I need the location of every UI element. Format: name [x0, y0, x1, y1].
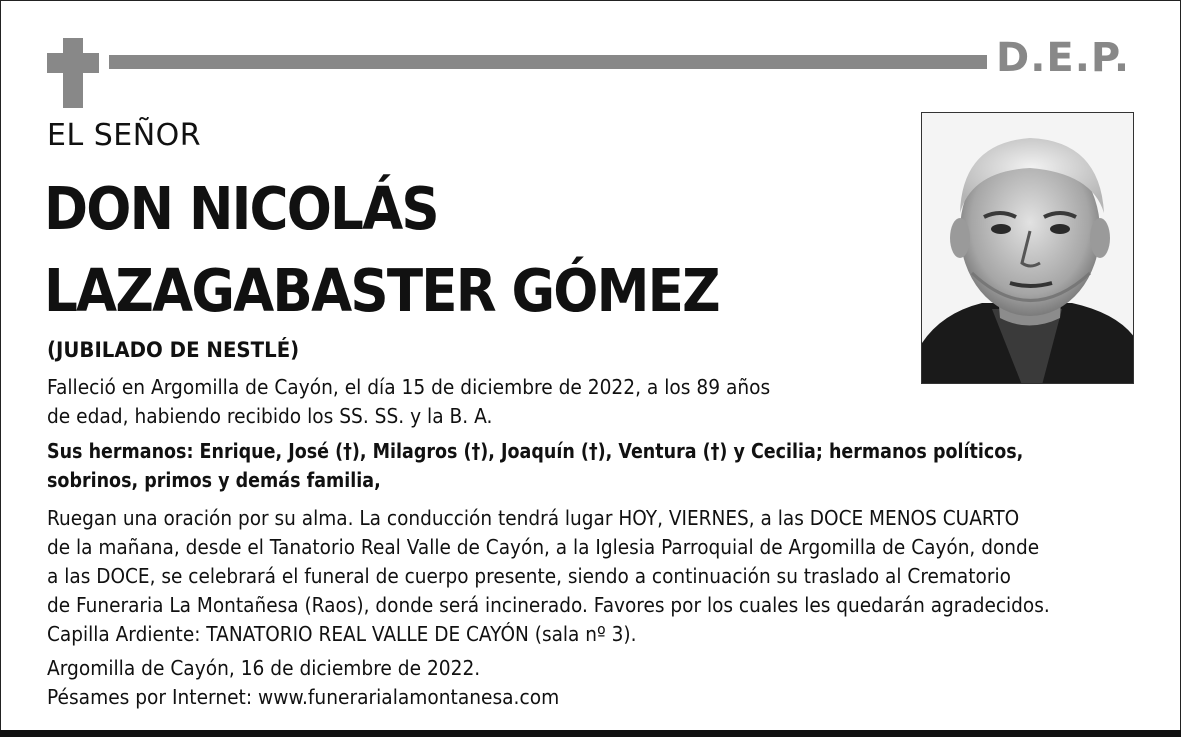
footer-info — [47, 654, 559, 712]
text-line: Falleció en Argomilla de Cayón, el día 15 de diciembre de 2022, a los 89 años — [47, 375, 771, 399]
dep-label: D.E.P. — [996, 35, 1131, 81]
funeral-details — [47, 504, 1050, 649]
bottom-rule — [0, 730, 1181, 737]
title-prefix: EL SEÑOR — [47, 118, 202, 153]
text-line: Ruegan una oración por su alma. La conducción tendrá lugar HOY, VIERNES, a las DOCE MENOS CUARTO — [47, 506, 1020, 530]
text-line: Sus hermanos: Enrique, José (†), Milagros (†), Joaquín (†), Ventura (†) y Cecilia; hermanos políticos, — [47, 439, 1024, 463]
text-line: de edad, habiendo recibido los SS. SS. y la B. A. — [47, 404, 493, 428]
condolences-link: Pésames por Internet: www.funerarialamontanesa.com — [47, 685, 560, 709]
name-line: LAZAGABASTER GÓMEZ — [44, 256, 719, 325]
deceased-name — [44, 168, 719, 332]
name-line: DON NICOLÁS — [44, 174, 438, 243]
text-line: sobrinos, primos y demás familia, — [47, 468, 381, 492]
family-list — [47, 437, 1023, 495]
text-line: de la mañana, desde el Tanatorio Real Valle de Cayón, a la Iglesia Parroquial de Argomilla de Cayón, donde — [47, 535, 1040, 559]
text-line: Capilla Ardiente: TANATORIO REAL VALLE DE CAYÓN (sala nº 3). — [47, 622, 637, 646]
portrait-image — [922, 113, 1134, 384]
death-notice — [47, 373, 770, 431]
occupation: (JUBILADO DE NESTLÉ) — [47, 338, 300, 362]
text-line: a las DOCE, se celebrará el funeral de cuerpo presente, siendo a continuación su traslado al Crematorio — [47, 564, 1011, 588]
text-line: de Funeraria La Montañesa (Raos), donde será incinerado. Favores por los cuales les quedarán agradecidos. — [47, 593, 1050, 617]
date-place: Argomilla de Cayón, 16 de diciembre de 2022. — [47, 656, 481, 680]
portrait-photo — [921, 112, 1134, 384]
header-rule — [109, 55, 987, 69]
